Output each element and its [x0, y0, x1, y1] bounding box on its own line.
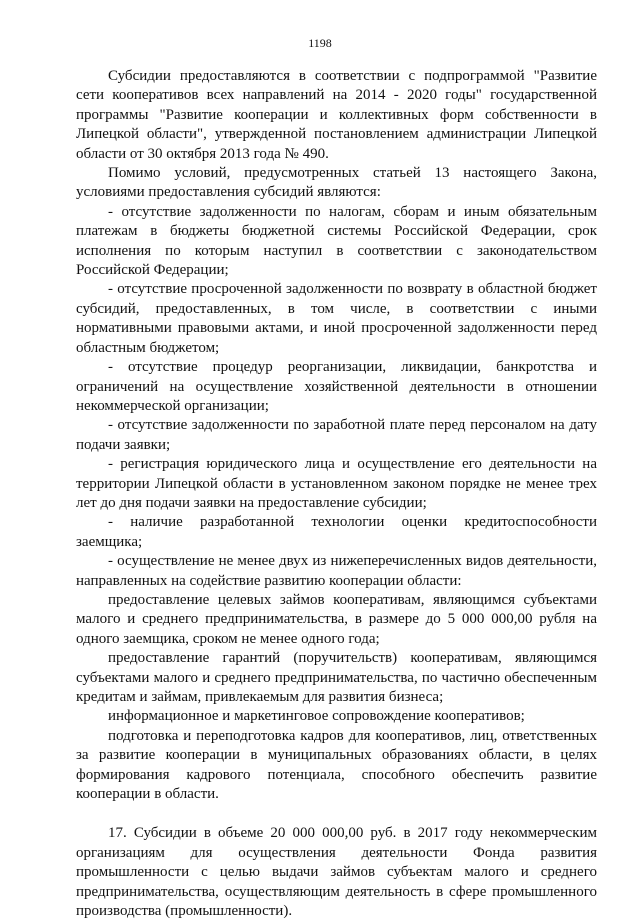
section-17-paragraph: 17. Субсидии в объеме 20 000 000,00 руб. в 2017 году некоммерческим организациям для осуществления деятельности Фонда развития промышленности с целью выдачи займов субъектам малого и среднего предпринимательства, осуществляющим деятельность в сфере промышленного производства (промышленности). — [76, 825, 597, 920]
condition-credit-technology: - наличие разработанной технологии оценки кредитоспособности заемщика; — [76, 514, 597, 550]
paragraph-conditions-intro: Помимо условий, предусмотренных статьей 13 настоящего Закона, условиями предоставления субсидий являются: — [76, 165, 597, 201]
document-body — [76, 67, 597, 921]
condition-activities: - осуществление не менее двух из нижеперечисленных видов деятельности, направленных на содействие развитию кооперации области: — [76, 553, 597, 589]
page-number: 1198 — [308, 36, 332, 50]
activity-guarantees: предоставление гарантий (поручительств) кооперативам, являющимся субъектами малого и среднего предпринимательства, по частично обеспеченным кредитам и займам, привлекаемым для развития бизнеса; — [76, 650, 597, 705]
paragraph-subsidy-basis: Субсидии предоставляются в соответствии с подпрограммой "Развитие сети кооперативов всех направлений на 2014 - 2020 годы" государственной программы "Развитие кооперации и коллективных форм собственности в Липецкой области", утвержденной постановлением администрации Липецкой области от 30 октября 2013 года № 490. — [76, 68, 597, 162]
condition-no-salary-debt: - отсутствие задолженности по заработной плате перед персоналом на дату подачи заявки; — [76, 417, 597, 453]
activity-target-loans: предоставление целевых займов кооперативам, являющимся субъектами малого и среднего предпринимательства, в размере до 5 000 000,00 рубля на одного заемщика, сроком не менее одного года; — [76, 591, 597, 647]
condition-registration: - регистрация юридического лица и осуществление его деятельности на территории Липецкой области в установленном законом порядке не менее трех лет до дня подачи заявки на предоставление субсидии; — [76, 456, 597, 511]
activity-marketing-support: информационное и маркетинговое сопровождение кооперативов; — [108, 708, 525, 725]
activity-personnel-training: подготовка и переподготовка кадров для кооперативов, лиц, ответственных за развитие кооперации в муниципальных образованиях области, в целях формирования кадрового потенциала, способного обеспечить развитие кооперации в области. — [76, 727, 597, 803]
condition-no-reorganization: - отсутствие процедур реорганизации, ликвидации, банкротства и ограничений на осуществление хозяйственной деятельности в отношении некоммерческой организации; — [76, 359, 597, 414]
condition-no-overdue-debt: - отсутствие просроченной задолженности по возврату в областной бюджет субсидий, предоставленных, в том числе, в соответствии с иными нормативными правовыми актами, и иной просроченной задолженности перед областным бюджетом; — [76, 281, 597, 356]
condition-no-tax-debt: - отсутствие задолженности по налогам, сборам и иным обязательным платежам в бюджеты бюджетной системы Российской Федерации, срок исполнения по которым наступил в соответствии с законодательством Российской Федерации; — [76, 203, 597, 279]
